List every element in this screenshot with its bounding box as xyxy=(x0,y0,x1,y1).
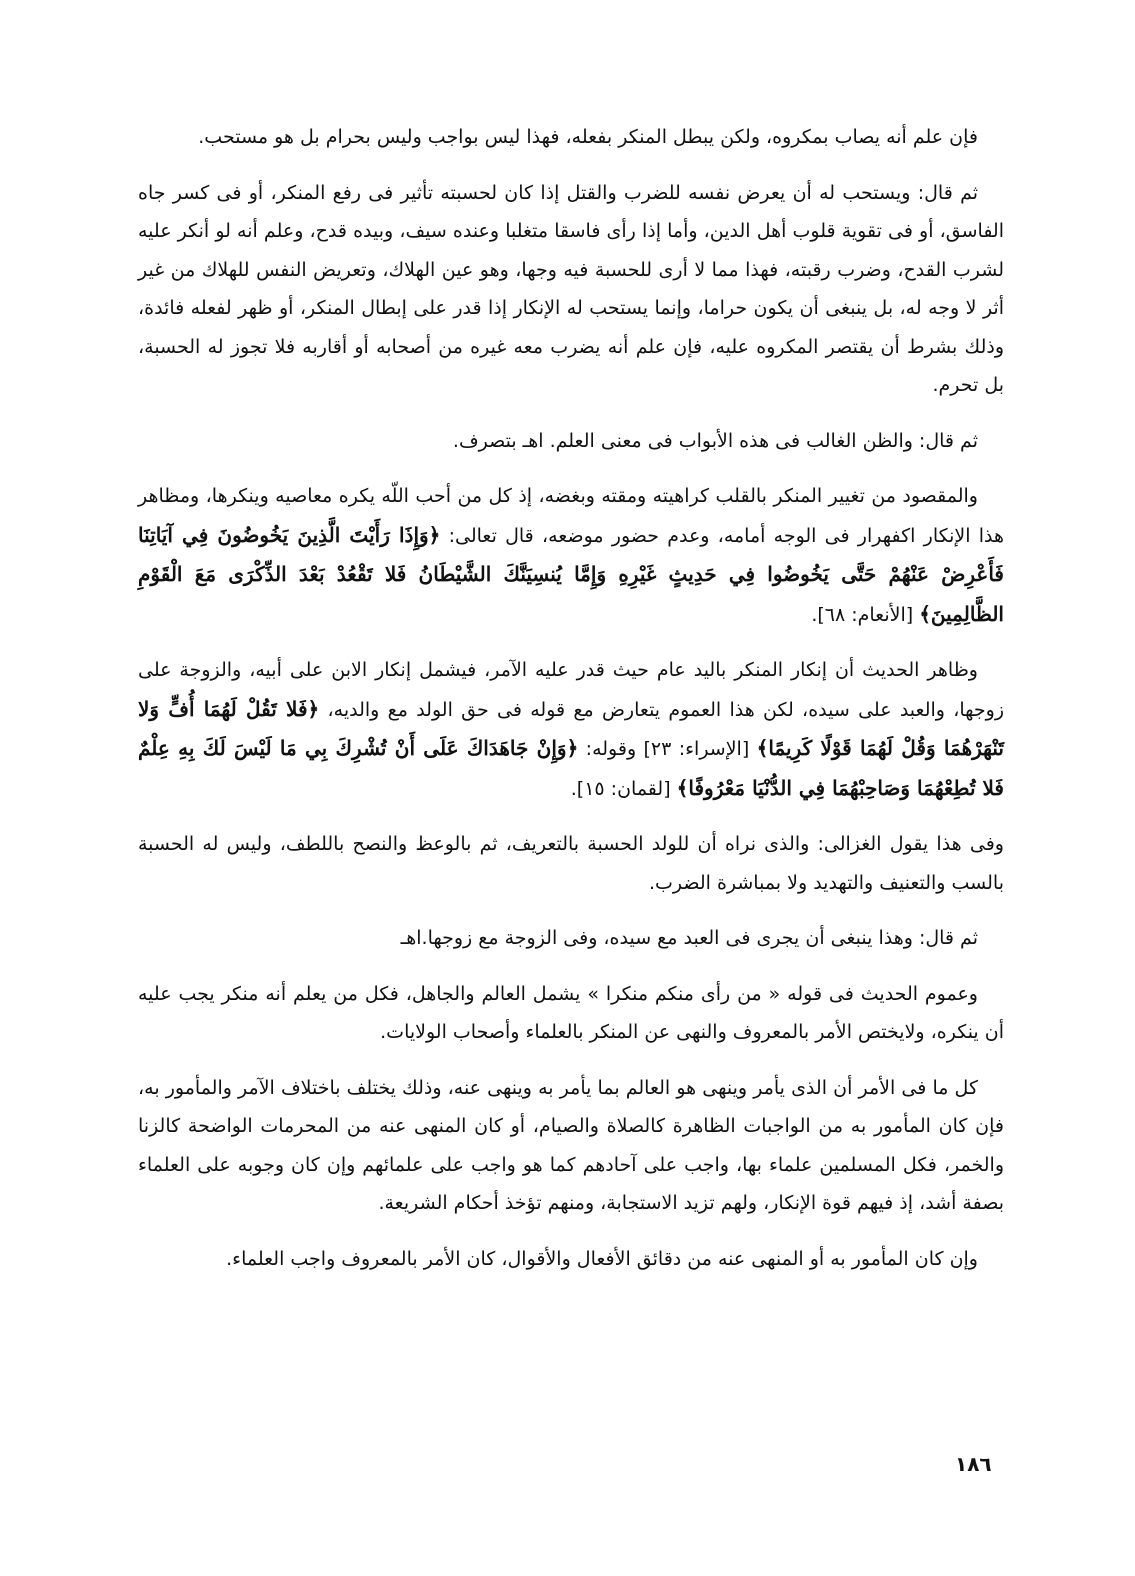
text: ثم قال: ويستحب له أن يعرض نفسه للضرب والقتل إذا كان لحسبته تأثير فى رفع المنكر، أو فى كسر جاه الفاسق، أو فى تقوية قلوب أهل الدين، وأما إذا رأى فاسقا متغلبا وعنده سيف، وبيده قدح، وعلم أنه لو أنكر عليه لشرب القدح، وضرب رقبته، فهذا مما لا أرى للحسبة فيه وجها، وهو عين الهلاك، وتعريض النفس للهلاك من غير أثر لا وجه له، بل ينبغى أن يكون حراما، وإنما يستحب له الإنكار إذا قدر على إبطال المنكر، أو ظهر لفعله فائدة، وذلك بشرط أن يقتصر المكروه عليه، فإن علم أنه يضرب معه غيره من أصحابه أو أقاربه فلا تجوز له الحسبة، بل تحرم. xyxy=(138,181,1004,396)
text: كل ما فى الأمر أن الذى يأمر وينهى هو العالم بما يأمر به وينهى عنه، وذلك يختلف باختلاف الآمر والمأمور به، فإن كان المأمور به من الواجبات الظاهرة كالصلاة والصيام، أو كان المنهى عنه من المحرمات الواضحة كالزنا والخمر، فكل المسلمين علماء بها، واجب على آحادهم كما هو واجب على علمائهم وإن كان وجوبه على العلماء بصفة أشد، إذ فيهم قوة الإنكار، ولهم تزيد الاستجابة، ومنهم تؤخذ أحكام الشريعة. xyxy=(138,1076,1004,1214)
text: وعموم الحديث فى قوله « من رأى منكم منكرا » يشمل العالم والجاهل، فكل من يعلم أنه منكر يجب عليه أن ينكره، ولايختص الأمر بالمعروف والنهى عن المنكر بالعلماء وأصحاب الولايات. xyxy=(138,982,1004,1043)
paragraph-3 xyxy=(138,422,1004,461)
paragraph-10 xyxy=(138,1240,1004,1279)
text: وإن كان المأمور به أو المنهى عنه من دقائق الأفعال والأقوال، كان الأمر بالمعروف واجب العلماء. xyxy=(226,1247,978,1270)
paragraph-9 xyxy=(138,1069,1004,1223)
text: فإن علم أنه يصاب بمكروه، ولكن يبطل المنكر بفعله، فهذا ليس بواجب وليس بحرام بل هو مستحب. xyxy=(198,126,978,148)
page-number: ١٨٦ xyxy=(955,1452,992,1476)
paragraph-7 xyxy=(138,919,1004,958)
paragraph-6 xyxy=(138,825,1004,902)
paragraph-2 xyxy=(138,174,1004,405)
verse-reference: [لقمان: ١٥]. xyxy=(570,777,677,800)
paragraph-5 xyxy=(138,651,1004,808)
text: والمقصود من تغيير المنكر بالقلب كراهيته ومقته وبغضه، إذ كل من أحب اللّه يكره معاصيه وينكرها، ومظاهر هذا الإنكار اكفهرار فى الوجه أمامه، وعدم حضور موضعه، قال تعالى: xyxy=(138,485,1004,547)
quran-verse: ﴿فَلا تَقُلْ لَهُمَا أُفٍّ وَلا تَنْهَرْهُمَا وَقُلْ لَهُمَا قَوْلًا كَرِيمًا﴾ xyxy=(138,696,1004,760)
text: وفى هذا يقول الغزالى: والذى نراه أن للولد الحسبة بالتعريف، ثم بالوعظ والنصح باللطف، وليس له الحسبة بالسب والتعنيف والتهديد ولا بمباشرة الضرب. xyxy=(138,833,1004,894)
quran-verse: ﴿وَإِذَا رَأَيْتَ الَّذِينَ يَخُوضُونَ فِي آيَاتِنَا فَأَعْرِضْ عَنْهُمْ حَتَّى يَخُوضُوا فِي حَدِيثٍ غَيْرِهِ وَإِمَّا يُنسِيَنَّكَ الشَّيْطَانُ فَلا تَقْعُدْ بَعْدَ الذِّكْرَى مَعَ الْقَوْمِ الظَّالِمِينَ﴾ xyxy=(138,522,1004,626)
quran-verse: ﴿وَإِنْ جَاهَدَاكَ عَلَى أَنْ تُشْرِكَ بِي مَا لَيْسَ لَكَ بِهِ عِلْمٌ فَلا تُطِعْهُمَا وَصَاحِبْهُمَا فِي الدُّنْيَا مَعْرُوفًا﴾ xyxy=(138,736,1004,800)
paragraph-1 xyxy=(138,118,1004,157)
text: ثم قال: وهذا ينبغى أن يجرى فى العبد مع سيده، وفى الزوجة مع زوجها.اهـ xyxy=(400,927,978,949)
text: ثم قال: والظن الغالب فى هذه الأبواب فى معنى العلم. اهـ بتصرف. xyxy=(452,429,978,452)
verse-reference: [الأنعام: ٦٨]. xyxy=(811,603,920,626)
page-body xyxy=(138,118,1004,1295)
paragraph-8 xyxy=(138,975,1004,1052)
verse-reference: [الإسراء: ٢٣] وقوله: xyxy=(578,738,757,760)
paragraph-4 xyxy=(138,477,1004,634)
text: وظاهر الحديث أن إنكار المنكر باليد عام حيث قدر عليه الآمر، فيشمل إنكار الابن على أبيه، والزوجة على زوجها، والعبد على سيده، لكن هذا العموم يتعارض مع قوله فى حق الولد مع والديه، xyxy=(138,659,1004,721)
